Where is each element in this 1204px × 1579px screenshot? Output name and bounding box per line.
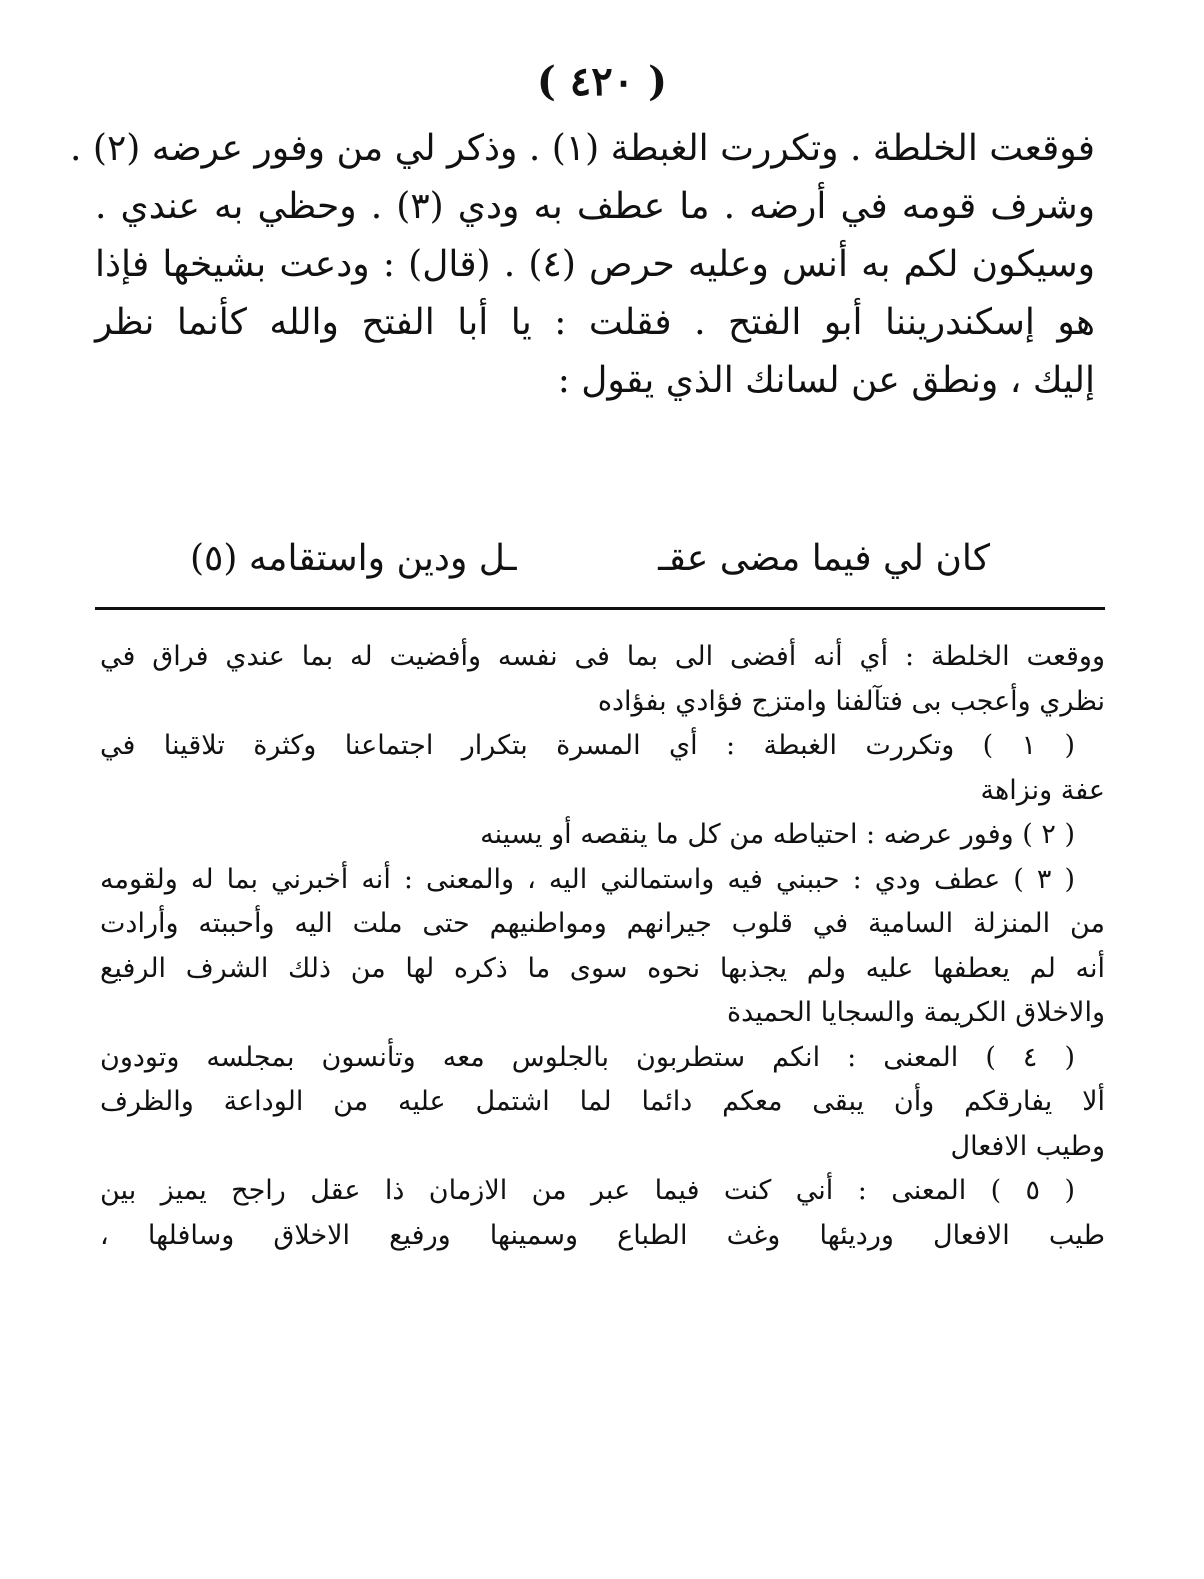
footnote-line: ( ١ ) وتكررت الغبطة : أي المسرة بتكرار اجتماعنا وكثرة تلاقينا في [100,730,1075,761]
footnote-line: ( ٤ ) المعنى : انكم ستطربون بالجلوس معه وتأنسون بمجلسه وتودون [100,1041,1075,1073]
footnote-line: طيب الافعال ورديئها وغث الطباع وسمينها ورفيع الاخلاق وسافلها ، [100,1219,1105,1251]
main-text-line: وشرف قومه في أرضه . ما عطف به ودي (٣) . وحظي به عندي . [95,186,1096,227]
footnote-line: ( ٥ ) المعنى : أني كنت فيما عبر من الازمان ذا عقل راجح يميز بين [100,1175,1075,1206]
footnote-line: وطيب الافعال [950,1130,1105,1162]
verse-second-hemistich: ـل ودين واستقامه (٥) [190,538,517,579]
footnote-line: ( ٢ ) وفور عرضه : احتياطه من كل ما ينقصه أو يسينه [480,819,1075,850]
verse-first-hemistich: كان لي فيما مضى عقـ [658,538,990,579]
footnote-line: والاخلاق الكريمة والسجايا الحميدة [726,997,1105,1028]
footnote-line: ووقعت الخلطة : أي أنه أفضى الى بما فى نفسه وأفضيت له بما عندي فراق في [100,641,1105,672]
footnote-line: ألا يفارقكم وأن يبقى معكم دائما لما اشتمل عليه من الوداعة والظرف [100,1086,1105,1117]
main-text-line: وسيكون لكم به أنس وعليه حرص (٤) . (قال) : ودعت بشيخها فإذا [95,244,1095,285]
footnote-divider [95,607,1105,610]
footnote-line: من المنزلة السامية في قلوب جيرانهم ومواطنيهم حتى ملت اليه وأحببته وأرادت [100,908,1105,939]
main-text-block [70,120,1096,410]
main-text-line: إليك ، ونطق عن لسانك الذي يقول : [557,360,1095,401]
page-number: ( ٤٢٠ ) [536,58,668,105]
footnote-line: أنه لم يعطفها عليه ولم يجذبها نحوه سوى ما ذكره لها من ذلك الشرف الرفيع [100,952,1105,984]
poem-verse [190,530,990,588]
footnotes-block [100,635,1105,1258]
footnote-line: نظري وأعجب بى فتآلفنا وامتزج فؤادي بفؤاده [597,685,1105,717]
footnote-line-text: عفة ونزاهة [980,774,1105,806]
footnote-line: ( ٣ ) عطف ودي : حببني فيه واستمالني اليه ، والمعنى : أنه أخبرني بما له ولقومه [100,863,1075,895]
main-text-line: فوقعت الخلطة . وتكررت الغبطة (١) . وذكر لي من وفور عرضه (٢) . [70,128,1095,169]
footnote-line [100,769,1105,814]
main-text-line: هو إسكندريننا أبو الفتح . فقلت : يا أبا الفتح والله كأنما نظر [95,302,1095,343]
